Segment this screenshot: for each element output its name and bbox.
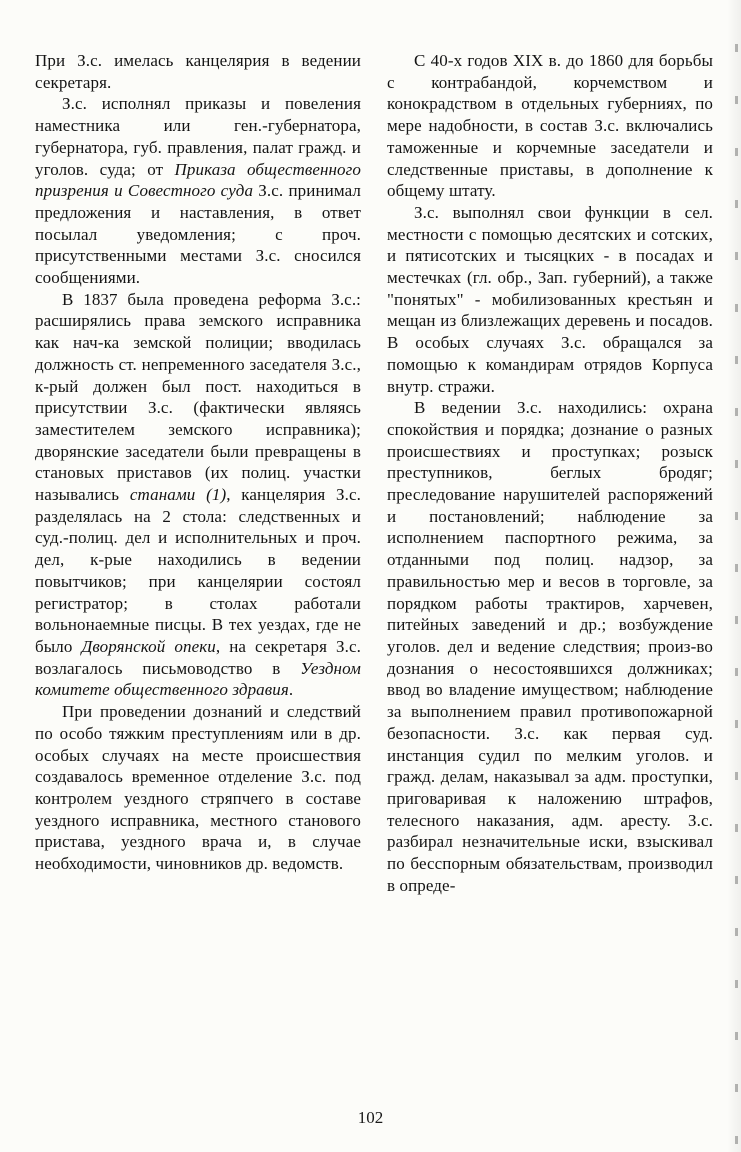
text-run: Приказа общественного призрения bbox=[35, 159, 361, 201]
text-run: . bbox=[288, 680, 294, 700]
paragraph bbox=[387, 50, 713, 202]
text-run: З.с. выполнял свои функции в сел. местности с помощью десятских и сотских, и пятисотских и тысяцких - в посадах и местечках (гл. обр., Зап. губерний), а также "понятых" - мобилизованных крестьян и мещан из близлежащих деревень и посадов. В особых случаях З.с. обращался за помощью к командирам отрядов Корпуса внутр. стражи. bbox=[387, 202, 713, 396]
text-run: Уездном комитете общественного здравия bbox=[35, 658, 361, 700]
paragraph bbox=[35, 701, 361, 875]
paragraph bbox=[35, 93, 361, 288]
paragraph bbox=[387, 397, 713, 896]
text-run: При проведении дознаний и следствий по особо тяжким преступлениям или в др. особых случаях на месте происшествия создавалось временное отделение З.с. под контролем уездного стряпчего в составе уездного исправника, местного станового пристава, уездного врача и, в случае необходимости, чиновников др. ведомств. bbox=[35, 702, 361, 874]
text-run: и bbox=[108, 181, 128, 201]
paragraph bbox=[387, 202, 713, 397]
text-columns bbox=[35, 50, 713, 896]
page-number: 102 bbox=[357, 1108, 384, 1127]
text-run: , канцелярия З.с. разделялась на 2 стола: следственных и суд.-полиц. дел и исполнительных и проч. дел, к-рые находились в ведении повытчиков; при канцелярии состоял регистратор; в столах работали вольнонаемные писцы. В тех уездах, где не было bbox=[35, 485, 361, 656]
text-run: З.с. принимал предложения и наставления, в ответ посылал уведомления; с проч. присутственными местами З.с. сносился сообщениями. bbox=[35, 181, 361, 288]
paragraph bbox=[35, 50, 361, 93]
text-run: станами (1) bbox=[129, 485, 227, 505]
text-run: С 40-х годов XIX в. до 1860 для борьбы с контрабандой, корчемством и конокрадством в отдельных губерниях, по мере надобности, в состав З.с. включались таможенные и корчемные заседатели и следственные приставы, в дополнение к общему штату. bbox=[387, 51, 713, 201]
text-run: З.с. исполнял приказы и повеления наместника или ген.-губернатора, губернатора, губ. правления, палат гражд. и уголов. суда; от bbox=[35, 94, 361, 179]
text-run: Дворянской опеки bbox=[81, 636, 216, 656]
text-run: В 1837 была проведена реформа З.с.: расширялись права земского исправника как нач-ка земской полиции; вводилась должность ст. непременного заседателя З.с., к-рый должен был пост. находиться в присутствии З.с. (фактически являясь заместителем земского исправника); дворянские заседатели были превращены в становых приставов (их полиц. участки назывались bbox=[35, 289, 361, 505]
text-run: , на секретаря З.с. возлагалось письмоводство в bbox=[35, 636, 361, 678]
paragraph bbox=[35, 289, 361, 701]
text-run: Совестного суда bbox=[127, 181, 254, 201]
left-column bbox=[35, 50, 361, 896]
text-run: В ведении З.с. находились: охрана спокойствия и порядка; дознание о разных происшествиях и проступках; розыск преступников, беглых бродяг; преследование нарушителей распоряжений и постановлений; наблюдение за исполнением паспортного режима, за отданными под полиц. надзор, за правильностью мер и весов в торговле, за порядком работы трактиров, харчевен, питейных заведений и др.; возбуждение уголов. дел и ведение следствия; произ-во дознания о несостоявшихся должниках; ввод во владение имуществом; наблюдение за выполнением правил противопожарной безопасности. З.с. как первая суд. инстанция судил по мелким уголов. и гражд. делам, наказывал за адм. проступки, приговаривая к наложению штрафов, телесного наказания, адм. аресту. З.с. разбирал незначительные иски, взыскивал по бесспорным обязательствам, производил в опреде- bbox=[387, 398, 713, 895]
scan-gutter-shadow bbox=[727, 0, 741, 1152]
right-column bbox=[387, 50, 713, 896]
text-run: При З.с. имелась канцелярия в ведении секретаря. bbox=[35, 51, 361, 92]
